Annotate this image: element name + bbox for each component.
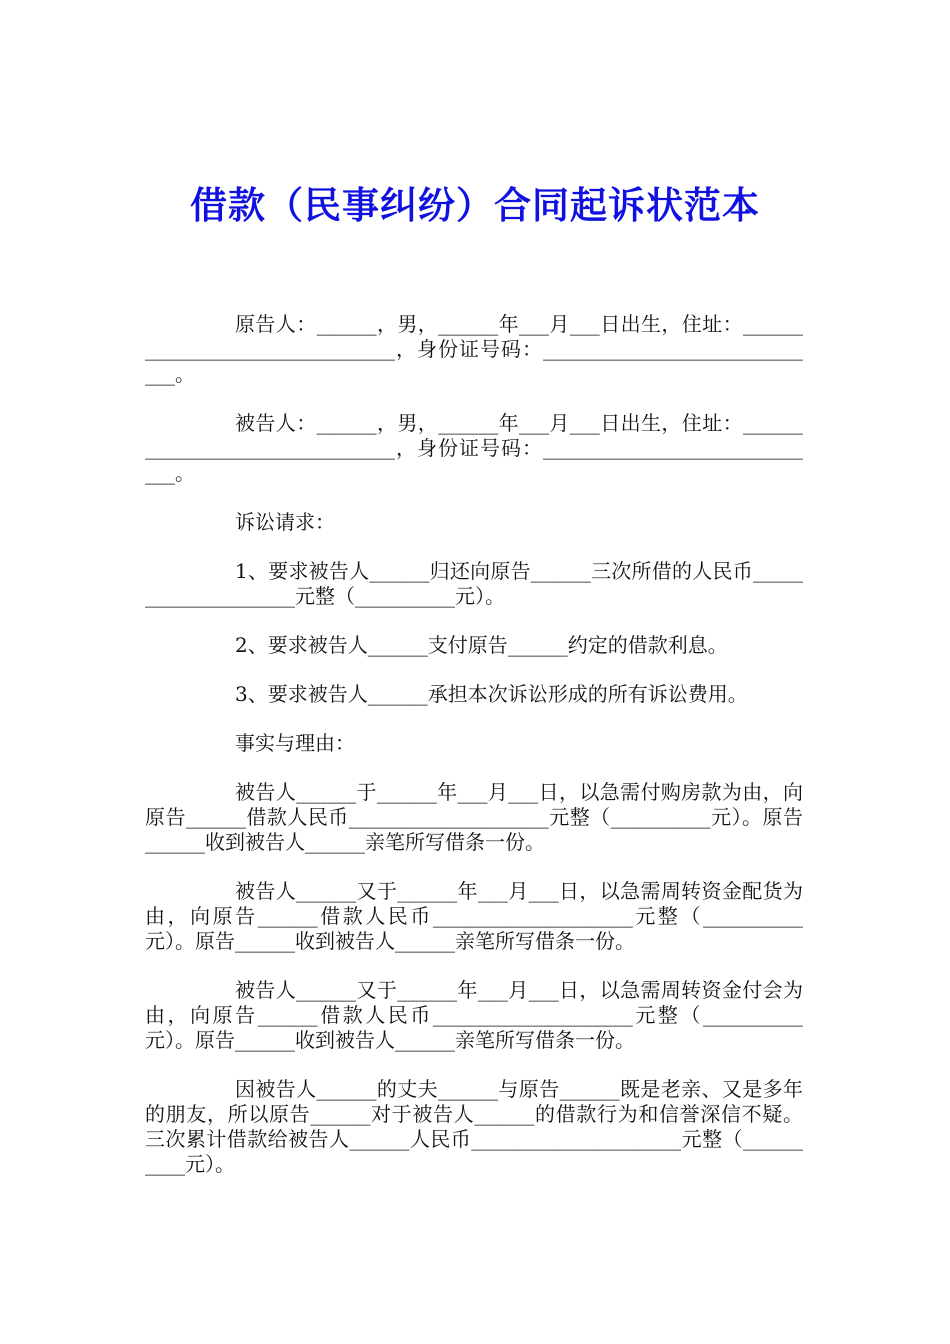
- claim-item-2: 2、要求被告人______支付原告______约定的借款利息。: [235, 633, 728, 657]
- claim-item-3: 3、要求被告人______承担本次诉讼形成的所有诉讼费用。: [235, 682, 748, 706]
- claim-item-1: 1、要求被告人______归还向原告______三次所借的人民币____________________元整（__________元）。: [145, 559, 803, 608]
- facts-paragraph-4: 因被告人______的丈夫______与原告______既是老亲、又是多年的朋友，所以原告______对于被告人______的借款行为和信誉深信不疑。三次累计借款给被告人______人民币_____________________元整（__________元）。: [145, 1077, 803, 1176]
- facts-paragraph-1: 被告人______于______年___月___日，以急需付购房款为由，向原告______借款人民币____________________元整（__________元）。原告______收到被告人______亲笔所写借条一份。: [145, 780, 803, 854]
- facts-paragraph-2: 被告人______又于______年___月___日，以急需周转资金配货为由，向原告______借款人民币____________________元整（__________元）。原告______收到被告人______亲笔所写借条一份。: [145, 879, 803, 953]
- facts-heading: 事实与理由：: [235, 731, 355, 755]
- document-title: 借款（民事纠纷）合同起诉状范本: [190, 184, 760, 227]
- document-body: [145, 312, 803, 1201]
- defendant-info-paragraph: 被告人：______，男，______年___月___日出生，住址：_______________________________，身份证号码：_____________________________。: [145, 411, 803, 485]
- plaintiff-info-paragraph: 原告人：______，男，______年___月___日出生，住址：_______________________________，身份证号码：_____________________________。: [145, 312, 803, 386]
- facts-paragraph-3: 被告人______又于______年___月___日，以急需周转资金付会为由，向原告______借款人民币____________________元整（__________元）。原告______收到被告人______亲笔所写借条一份。: [145, 978, 803, 1052]
- claims-heading: 诉讼请求：: [235, 510, 335, 534]
